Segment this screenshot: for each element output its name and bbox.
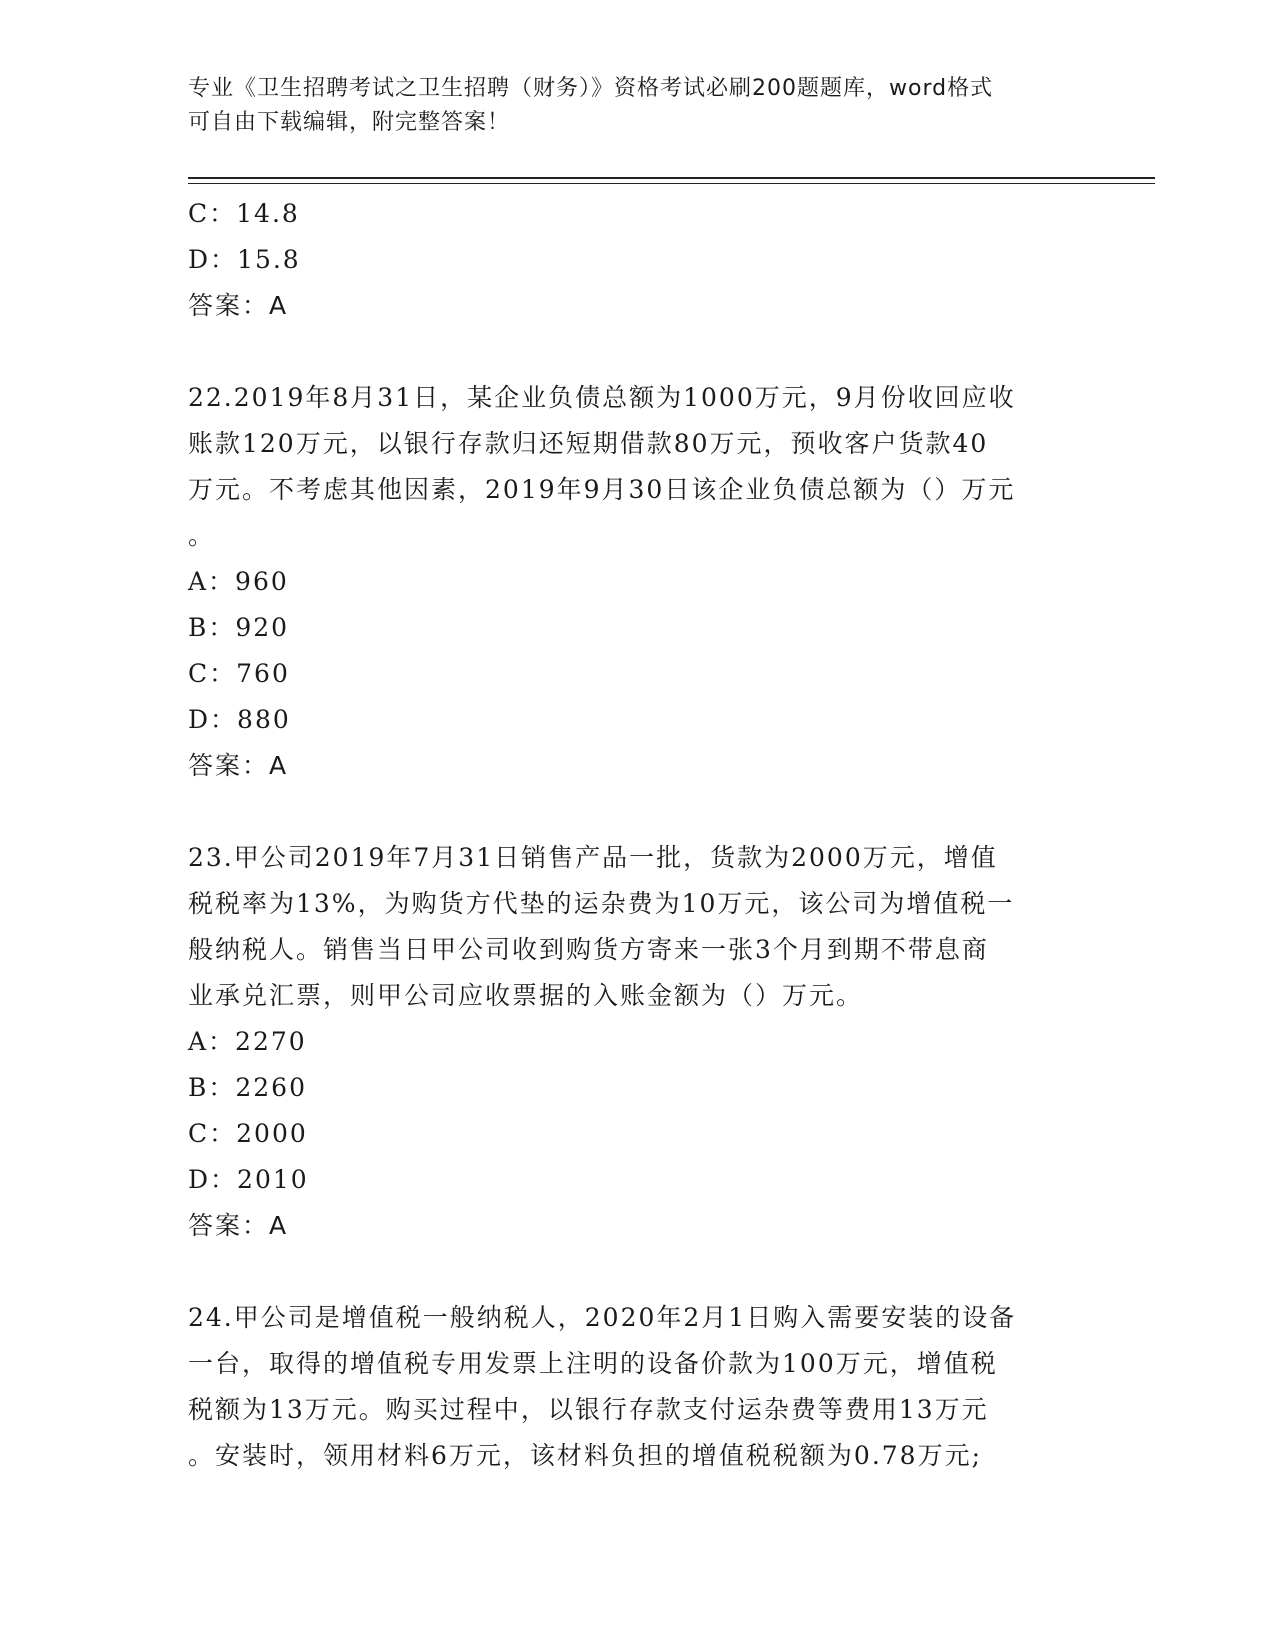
option-c: C：760 [188, 659, 290, 688]
header-divider-thick [188, 177, 1155, 179]
option-d: D：15.8 [188, 245, 301, 274]
question-text-line: 税税率为13%，为购货方代垫的运杂费为10万元，该公司为增值税一 [188, 889, 1015, 918]
question-text-line: 22.2019年8月31日，某企业负债总额为1000万元，9月份收回应收 [188, 383, 1016, 412]
question-text-line: 24.甲公司是增值税一般纳税人，2020年2月1日购入需要安装的设备 [188, 1303, 1017, 1332]
question-24 [188, 1295, 1078, 1479]
answer: 答案：A [188, 1211, 289, 1240]
question-21-tail [188, 191, 1078, 329]
option-c: C：2000 [188, 1119, 308, 1148]
header-divider-thin [188, 183, 1155, 184]
document-body [188, 191, 1078, 1479]
question-text-line: 23.甲公司2019年7月31日销售产品一批，货款为2000万元，增值 [188, 843, 998, 872]
answer: 答案：A [188, 751, 289, 780]
option-a: A：960 [188, 567, 289, 596]
question-text-line: 账款120万元，以银行存款归还短期借款80万元，预收客户货款40 [188, 429, 989, 458]
header-line-2: 可自由下载编辑，附完整答案！ [188, 110, 511, 135]
question-text-line: 。 [188, 521, 216, 550]
answer: 答案：A [188, 291, 289, 320]
header-line-1: 专业《卫生招聘考试之卫生招聘（财务）》资格考试必刷200题题库，word格式 [188, 76, 994, 101]
question-23 [188, 835, 1078, 1249]
question-text-line: 业承兑汇票，则甲公司应收票据的入账金额为（）万元。 [188, 981, 864, 1010]
option-d: D：2010 [188, 1165, 309, 1194]
option-c: C：14.8 [188, 199, 300, 228]
page-header [188, 72, 1088, 140]
question-text-line: 税额为13万元。购买过程中，以银行存款支付运杂费等费用13万元 [188, 1395, 989, 1424]
option-a: A：2270 [188, 1027, 307, 1056]
question-text-line: 般纳税人。销售当日甲公司收到购货方寄来一张3个月到期不带息商 [188, 935, 989, 964]
option-b: B：2260 [188, 1073, 307, 1102]
question-text-line: 万元。不考虑其他因素，2019年9月30日该企业负债总额为（）万元 [188, 475, 1016, 504]
question-22 [188, 375, 1078, 789]
option-d: D：880 [188, 705, 291, 734]
option-b: B：920 [188, 613, 290, 642]
question-text-line: 一台，取得的增值税专用发票上注明的设备价款为100万元，增值税 [188, 1349, 998, 1378]
question-text-line: 。安装时，领用材料6万元，该材料负担的增值税税额为0.78万元; [188, 1441, 982, 1470]
